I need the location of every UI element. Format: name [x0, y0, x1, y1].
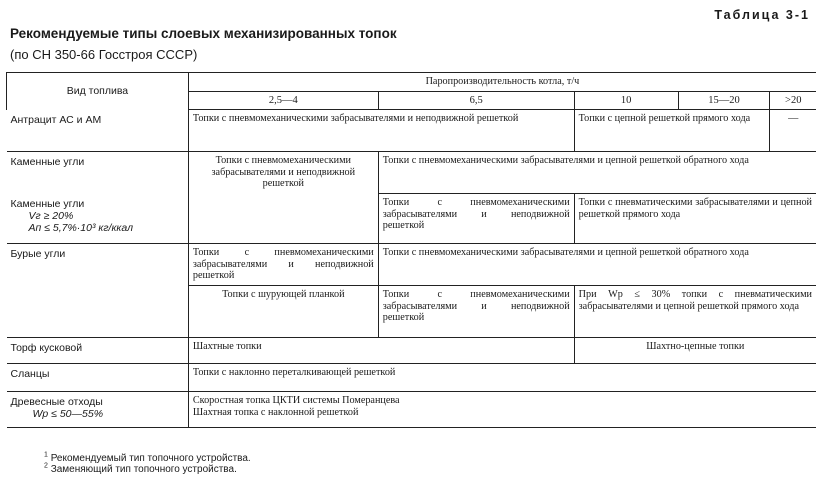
cell-wood [188, 392, 816, 428]
header-fuel-type: Вид топлива [7, 73, 189, 110]
cell-brown-coal-b: Топки с пневмомеханическими забрасывателями и цепной решеткой обратного хода [378, 244, 816, 286]
row-label: Торф кусковой [7, 338, 189, 364]
cell-hard-coal-2-b: Топки с пневматическими забрасывателями и цепной решеткой прямого хода [574, 194, 816, 244]
cell-anthracite-b: Топки с цепной решеткой прямого хода [574, 110, 770, 152]
header-col-1: 2,5—4 [188, 91, 378, 110]
footnotes [44, 453, 251, 475]
header-row-1 [7, 73, 817, 92]
cell-brown-coal-a2: Топки с шурующей планкой [188, 286, 378, 338]
table-number: Таблица 3-1 [714, 8, 810, 22]
row-label: Антрацит АС и АМ [7, 110, 189, 152]
cell-empty [188, 194, 378, 244]
cell-hard-coal-a: Топки с пневмомеханическими забрасывателями и неподвижной решеткой [188, 152, 378, 194]
row-label-line: Wр ≤ 50—55% [32, 408, 104, 420]
cell-wood-line: Скоростная топка ЦКТИ системы Померанцева [192, 395, 400, 406]
cell-hard-coal-2-a: Топки с пневмомеханическими забрасывателями и неподвижной решеткой [378, 194, 574, 244]
row-peat [7, 338, 817, 364]
row-brown-coal [7, 244, 817, 286]
footnote-text: Рекомендуемый тип топочного устройства. [50, 453, 251, 464]
row-label: Бурые угли [7, 244, 189, 338]
header-col-5: >20 [770, 91, 816, 110]
header-capacity: Паропроизводительность котла, т/ч [188, 73, 816, 92]
row-shale [7, 364, 817, 392]
footnote-text: Заменяющий тип топочного устройства. [50, 464, 237, 475]
cell-anthracite-a: Топки с пневмомеханическими забрасывателями и неподвижной решеткой [188, 110, 574, 152]
cell-shale-a: Топки с наклонно переталкивающей решеткой [188, 364, 816, 392]
table-title: Рекомендуемые типы слоевых механизированных топок [10, 26, 397, 41]
row-anthracite [7, 110, 817, 152]
table-bottom-rule [7, 428, 817, 429]
cell-hard-coal-b: Топки с пневмомеханическими забрасывателями и цепной решеткой обратного хода [378, 152, 816, 194]
row-wood [7, 392, 817, 428]
cell-peat-b: Шахтно-цепные топки [574, 338, 816, 364]
row-label: Сланцы [7, 364, 189, 392]
header-col-2: 6,5 [378, 91, 574, 110]
table-subtitle: (по СН 350-66 Госстроя СССР) [10, 47, 198, 62]
cell-brown-coal-d: При Wр ≤ 30% топки с пневматическими забрасывателями и цепной решеткой прямого хода [574, 286, 816, 338]
footnote-2: $^2$ Заменяющий тип топочного устройства. [44, 462, 237, 475]
cell-anthracite-c: — [770, 110, 816, 152]
row-label-line: Vг ≥ 20% [28, 209, 74, 222]
row-hard-coal [7, 152, 817, 194]
furnace-table [6, 72, 816, 428]
row-label: Каменные угли [7, 152, 189, 194]
footnote-1: $^1$ Рекомендуемый тип топочного устройства. [44, 451, 251, 464]
cell-wood-line: Шахтная топка с наклонной решеткой [192, 406, 359, 418]
row-label-line: Aп ≤ 5,7%·10³ кг/ккал [28, 221, 134, 234]
cell-peat-a: Шахтные топки [188, 338, 574, 364]
header-col-4: 15—20 [678, 91, 770, 110]
header-col-3: 10 [574, 91, 678, 110]
row-label-hard-coal-2 [7, 194, 189, 244]
row-label-line: Каменные угли [10, 197, 85, 210]
row-label-line: Древесные отходы [10, 396, 103, 408]
cell-brown-coal-c: Топки с пневмомеханическими забрасывателями и неподвижной решеткой [378, 286, 574, 338]
row-hard-coal-2 [7, 194, 817, 244]
row-label-wood [7, 392, 189, 428]
cell-brown-coal-a1: Топки с пневмомеханическими забрасывателями и неподвижной решеткой [188, 244, 378, 286]
